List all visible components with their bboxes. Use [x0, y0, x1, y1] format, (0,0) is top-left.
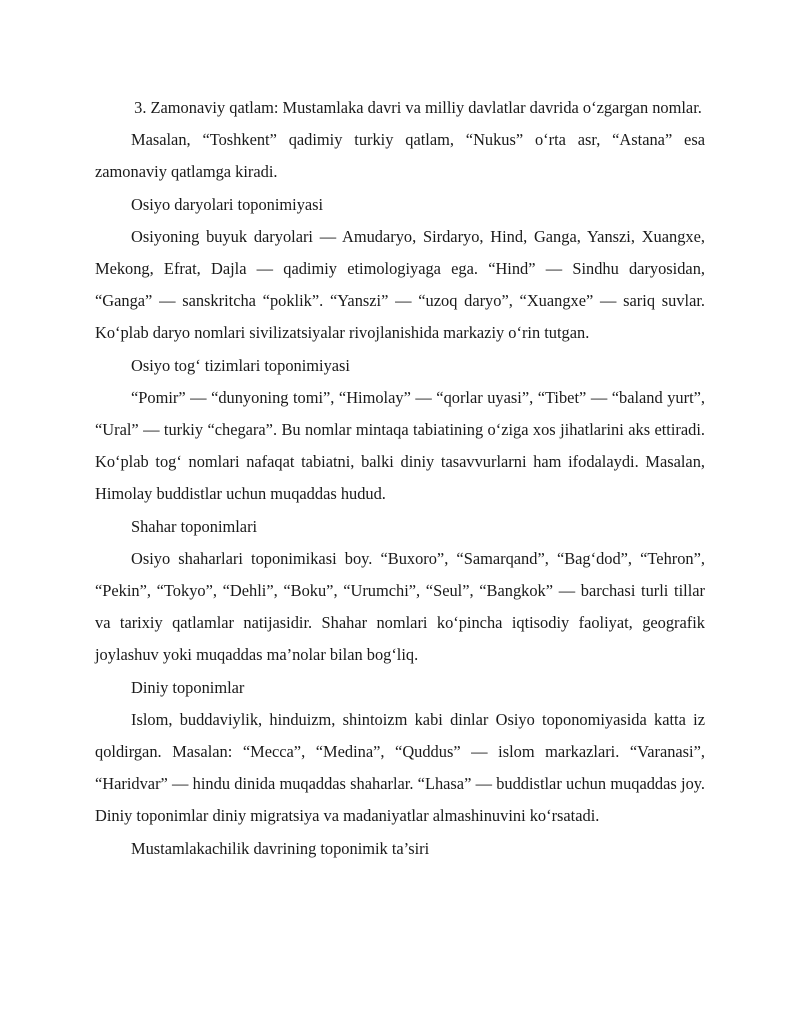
section-heading-colonial: Mustamlakachilik davrining toponimik ta’siri — [131, 838, 430, 858]
body-paragraph-examples: Masalan, “Toshkent” qadimiy turkiy qatlam, “Nukus” o‘rta asr, “Astana” esa zamonaviy qatlamga kiradi. — [95, 130, 705, 182]
section-heading-cities: Shahar toponimlari — [131, 516, 258, 536]
section-heading-religious: Diniy toponimlar — [131, 677, 245, 697]
body-paragraph-mountains: “Pomir” — “dunyoning tomi”, “Himolay” — “qorlar uyasi”, “Tibet” — “baland yurt”, “Ural” — turkiy “chegara”. Bu nomlar mintaqa tabiatining o‘ziga xos jihatlarini aks ettiradi. Ko‘plab tog‘ nomlari nafaqat tabiatni, balki diniy tasavvurlarni ham ifodalaydi. Masalan, Himolay buddistlar uchun muqaddas hudud. — [95, 387, 705, 504]
section-heading-rivers: Osiyo daryolari toponimiyasi — [131, 194, 324, 214]
document-page — [95, 92, 705, 865]
body-paragraph-rivers: Osiyoning buyuk daryolari — Amudaryo, Sirdaryo, Hind, Ganga, Yanszi, Xuangxe, Mekong, Efrat, Dajla — qadimiy etimologiyaga ega. “Hind” — Sindhu daryosidan, “Ganga” — sanskritcha “poklik”. “Yanszi” — “uzoq daryo”, “Xuangxe” — sariq suvlar. Ko‘plab daryo nomlari sivilizatsiyalar rivojlanishida markaziy o‘rin tutgan. — [95, 226, 705, 343]
section-heading-mountains: Osiyo tog‘ tizimlari toponimiyasi — [131, 355, 350, 375]
numbered-list-item-3: 3. Zamonaviy qatlam: Mustamlaka davri va milliy davlatlar davrida o‘zgargan nomlar. — [134, 98, 702, 117]
body-paragraph-cities: Osiyo shaharlari toponimikasi boy. “Buxoro”, “Samarqand”, “Bag‘dod”, “Tehron”, “Pekin”, “Tokyo”, “Dehli”, “Boku”, “Urumchi”, “Seul”, “Bangkok” — barchasi turli tillar va tarixiy qatlamlar natijasidir. Shahar nomlari ko‘pincha iqtisodiy faoliyat, geografik joylashuv yoki muqaddas ma’nolar bilan bog‘liq. — [95, 548, 705, 665]
body-paragraph-religious: Islom, buddaviylik, hinduizm, shintoizm kabi dinlar Osiyo toponomiyasida katta iz qoldirgan. Masalan: “Mecca”, “Medina”, “Quddus” — islom markazlari. “Varanasi”, “Haridvar” — hindu dinida muqaddas shaharlar. “Lhasa” — buddistlar uchun muqaddas joy. Diniy toponimlar diniy migratsiya va madaniyatlar almashinuvini ko‘rsatadi. — [95, 709, 705, 826]
